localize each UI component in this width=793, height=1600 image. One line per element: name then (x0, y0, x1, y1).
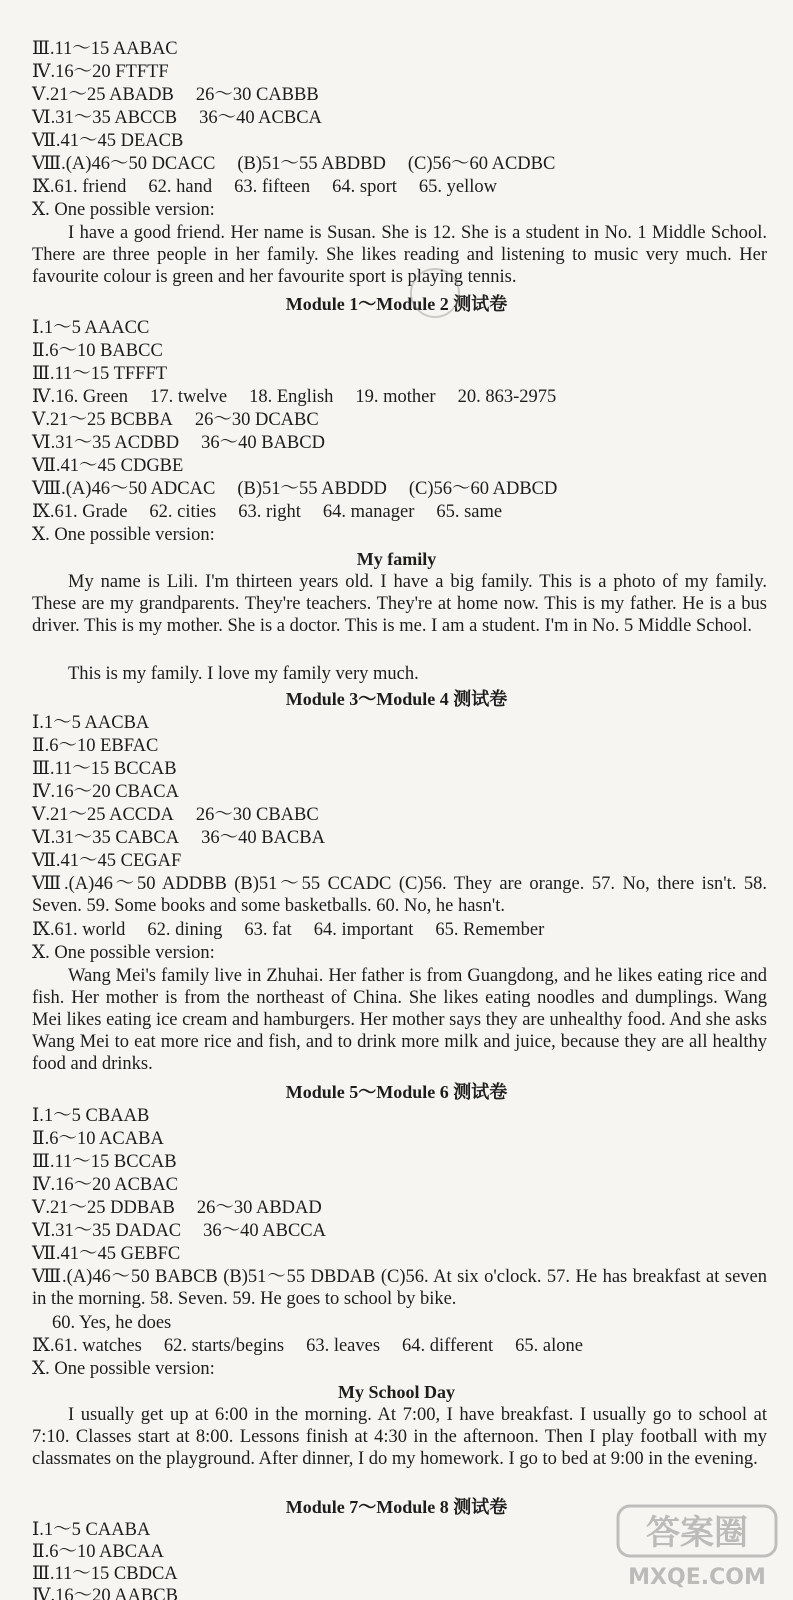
answer-line: Ⅰ.1～5 AAACC (32, 318, 150, 338)
answer-line: 60. Yes, he does (52, 1313, 172, 1333)
watermark-text: 答案圈 (646, 1513, 748, 1553)
answer-line: Ⅶ.41～45 CDGBE (32, 456, 184, 476)
answer-line: Ⅸ.61. watches 62. starts/begins 63. leaves 64. different 65. alone (32, 1336, 583, 1356)
section-heading: Module 5～Module 6 测试卷 (285, 1082, 508, 1102)
answer-line: Ⅷ.(A)46～50 DCACC (B)51～55 ABDBD (C)56～60 ACDBC (32, 154, 556, 174)
stamp-watermark (410, 268, 460, 318)
essay-paragraph: My name is Lili. I'm thirteen years old. I have a big family. This is a photo of my family. These are my grandparents. They're teachers. They're at home now. This is my father. He is a bus driver. This is my mother. She is a doctor. This is me. I am a student. I'm in No. 5 Middle School. (32, 572, 767, 636)
section-heading: Module 3～Module 4 测试卷 (285, 689, 508, 709)
answer-line: Ⅸ.61. world 62. dining 63. fat 64. important 65. Remember (32, 920, 545, 940)
answer-line: Ⅳ.16～20 ACBAC (32, 1175, 178, 1195)
answer-line: Ⅰ.1～5 CAABA (32, 1520, 151, 1540)
answer-line: Ⅶ.41～45 CEGAF (32, 851, 182, 871)
answer-line: Ⅲ.11～15 TFFFT (32, 364, 168, 384)
answer-line: Ⅰ.1～5 AACBA (32, 713, 150, 733)
answer-line: Ⅷ.(A)46～50 ADDBB (B)51～55 CCADC (C)56. They are orange. 57. No, there isn't. 58. Seven. 59. Some books and some basketballs. 60. No, he hasn't. (32, 874, 767, 916)
answer-line: Ⅳ.16. Green 17. twelve 18. English 19. mother 20. 863-2975 (32, 387, 557, 407)
essay-paragraph: I usually get up at 6:00 in the morning. At 7:00, I have breakfast. I usually go to school at 7:10. Classes start at 8:00. Lessons finish at 4:30 in the afternoon. Then I play football with my classmates on the playground. After dinner, I do my homework. I go to bed at 9:00 in the evening. (32, 1405, 767, 1469)
answer-line: Ⅷ.(A)46～50 BABCB (B)51～55 DBDAB (C)56. At six o'clock. 57. He has breakfast at seven in the morning. 58. Seven. 59. He goes to school by bike. (32, 1267, 767, 1309)
answer-line: Ⅴ.21～25 DDBAB 26～30 ABDAD (32, 1198, 322, 1218)
answer-line: Ⅲ.11～15 AABAC (32, 39, 178, 59)
answer-line: Ⅵ.31～35 CABCA 36～40 BACBA (32, 828, 325, 848)
answer-line: Ⅹ. One possible version: (32, 943, 215, 963)
answer-line: Ⅲ.11～15 BCCAB (32, 759, 177, 779)
answer-line: Ⅶ.41～45 GEBFC (32, 1244, 181, 1264)
answer-line: Ⅸ.61. Grade 62. cities 63. right 64. manager 65. same (32, 502, 503, 522)
answer-line: Ⅱ.6～10 ACABA (32, 1129, 164, 1149)
answer-line: Ⅳ.16～20 AABCB (32, 1586, 178, 1600)
answer-line: Ⅵ.31～35 ACDBD 36～40 BABCD (32, 433, 325, 453)
answer-line: Ⅱ.6～10 EBFAC (32, 736, 159, 756)
essay-paragraph: This is my family. I love my family very much. (68, 664, 419, 684)
answer-line: Ⅵ.31～35 DADAC 36～40 ABCCA (32, 1221, 326, 1241)
answer-line: Ⅱ.6～10 BABCC (32, 341, 163, 361)
essay-title: My family (356, 549, 437, 569)
answer-line: Ⅹ. One possible version: (32, 525, 215, 545)
answer-line: Ⅹ. One possible version: (32, 200, 215, 220)
section-heading: Module 1～Module 2 测试卷 (285, 294, 508, 314)
answer-line: Ⅹ. One possible version: (32, 1359, 215, 1379)
answer-line: Ⅳ.16～20 FTFTF (32, 62, 169, 82)
essay-paragraph: Wang Mei's family live in Zhuhai. Her father is from Guangdong, and he likes eating rice and fish. Her mother is from the northeast of China. She likes eating noodles and dumplings. Wang Mei likes eating ice cream and hamburgers. Her mother says they are unhealthy food. And she asks Wang Mei to eat more rice and fish, and to drink more milk and juice, because they are all healthy food and drinks. (32, 966, 767, 1074)
essay-paragraph: I have a good friend. Her name is Susan. She is 12. She is a student in No. 1 Middle School. There are three people in her family. She likes reading and listening to music very much. Her favourite colour is green and her favourite sport is playing tennis. (32, 223, 767, 287)
answer-line: Ⅴ.21～25 BCBBA 26～30 DCABC (32, 410, 319, 430)
answer-line: Ⅲ.11～15 BCCAB (32, 1152, 177, 1172)
watermark-url: MXQE.COM (628, 1565, 766, 1590)
essay-title: My School Day (338, 1382, 455, 1402)
answer-line: Ⅲ.11～15 CBDCA (32, 1564, 178, 1584)
answer-line: Ⅱ.6～10 ABCAA (32, 1542, 164, 1562)
answer-line: Ⅰ.1～5 CBAAB (32, 1106, 150, 1126)
watermark-logo (612, 1500, 782, 1595)
answer-line: Ⅵ.31～35 ABCCB 36～40 ACBCA (32, 108, 322, 128)
answer-line: Ⅸ.61. friend 62. hand 63. fifteen 64. sport 65. yellow (32, 177, 498, 197)
answer-line: Ⅳ.16～20 CBACA (32, 782, 179, 802)
answer-line: Ⅶ.41～45 DEACB (32, 131, 184, 151)
section-heading: Module 7～Module 8 测试卷 (285, 1497, 508, 1517)
answer-line: Ⅴ.21～25 ACCDA 26～30 CBABC (32, 805, 319, 825)
answer-line: Ⅷ.(A)46～50 ADCAC (B)51～55 ABDDD (C)56～60 ADBCD (32, 479, 558, 499)
answer-line: Ⅴ.21～25 ABADB 26～30 CABBB (32, 85, 319, 105)
